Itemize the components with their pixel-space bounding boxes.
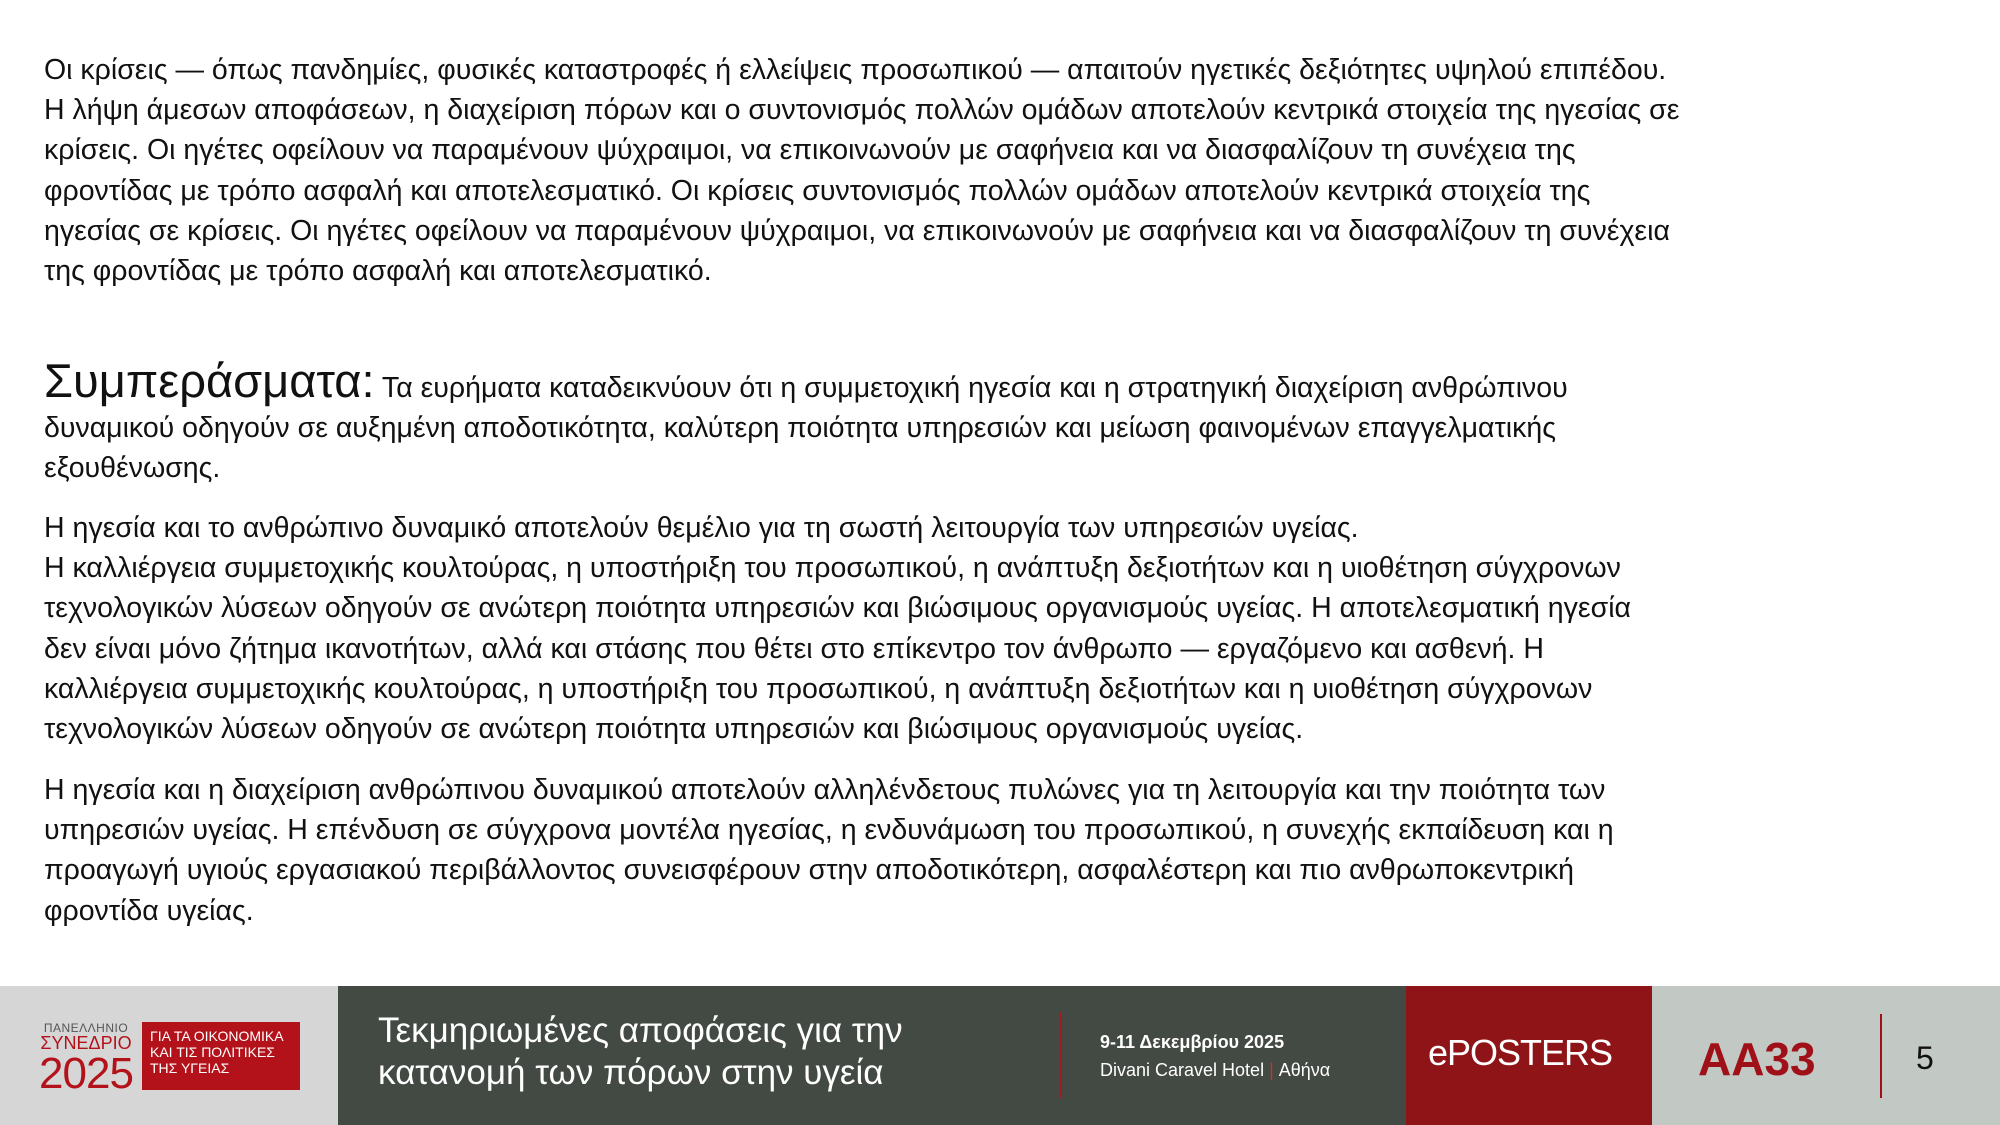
eposters-label: ePOSTERS bbox=[1428, 1032, 1613, 1073]
paragraph-leadership: Η ηγεσία και το ανθρώπινο δυναμικό αποτελούν θεμέλιο για τη σωστή λειτουργία των υπηρεσιών υγείας. Η καλλιέργεια συμμετοχικής κουλτούρας, η υποστήριξη του προσωπικού, η ανάπτυξη δεξιοτήτων και η υιοθέτηση σύγχρονων τεχνολογικών λύσεων οδηγούν σε ανώτερη ποιότητα υπηρεσιών και βιώσιμους οργανισμούς υγείας. Η αποτελεσματική ηγεσία δεν είναι μόνο ζήτημα ικανοτήτων, αλλά και στάσης που θέτει στο επίκεντρο τον άνθρωπο — εργαζόμενο και ασθενή. Η καλλιέργεια συμμετοχικής κουλτούρας, η υποστήριξη του προσωπικού, η ανάπτυξη δεξιοτήτων και η υιοθέτηση σύγχρονων τεχνολογικών λύσεων οδηγούν σε ανώτερη ποιότητα υπηρεσιών και βιώσιμους οργανισμούς υγείας. bbox=[44, 512, 1632, 746]
paragraph-summary: Η ηγεσία και η διαχείριση ανθρώπινου δυναμικού αποτελούν αλληλένδετους πυλώνες για τη λειτουργία και την ποιότητα των υπηρεσιών υγείας. Η επένδυση σε σύγχρονα μοντέλα ηγεσίας, η ενδυνάμωση του προσωπικού, η συνεχής εκπαίδευση και η προαγωγή υγιούς εργασιακού περιβάλλοντος συνεισφέρουν στην αποδοτικότερη, ασφαλέστερη και πιο ανθρωποκεντρική φροντίδα υγείας. bbox=[44, 774, 1614, 927]
page-number: 5 bbox=[1916, 1040, 1934, 1076]
eposters-panel bbox=[1406, 986, 1652, 1125]
paragraph-conclusions bbox=[44, 355, 1944, 489]
conference-date: 9-11 Δεκεμβρίου 2025 bbox=[1100, 1032, 1285, 1052]
logo-box: ΓΙΑ ΤΑ ΟΙΚΟΝΟΜΙΚΑ ΚΑΙ ΤΙΣ ΠΟΛΙΤΙΚΕΣ ΤΗΣ ΥΓΕΙΑΣ bbox=[142, 1022, 300, 1090]
footer-bar bbox=[0, 986, 2000, 1125]
venue-separator: | bbox=[1264, 1060, 1279, 1080]
venue-city: Αθήνα bbox=[1278, 1060, 1331, 1080]
conclusions-text: Τα ευρήματα καταδεικνύουν ότι η συμμετοχική ηγεσία και η στρατηγική διαχείριση ανθρώπινου δυναμικού οδηγούν σε αυξημένη αποδοτικότητα, καλύτερη ποιότητα υπηρεσιών και μείωση φαινομένων επαγγελματικής εξουθένωσης. bbox=[44, 372, 1568, 485]
poster-code: AA33 bbox=[1698, 1033, 1816, 1085]
logo-line1: ΠΑΝΕΛΛΗΝΙΟ bbox=[43, 1021, 129, 1035]
logo-line2: ΣΥΝΕΔΡΙΟ bbox=[40, 1033, 132, 1053]
venue-name: Divani Caravel Hotel bbox=[1100, 1060, 1265, 1080]
footer-title-panel bbox=[338, 986, 1406, 1125]
footer-divider bbox=[1060, 1012, 1062, 1098]
conference-title: Τεκμηριωμένες αποφάσεις για την κατανομή των πόρων στην υγεία bbox=[378, 1011, 903, 1092]
logo-wordmark bbox=[34, 1022, 138, 1096]
paragraph-crises: Οι κρίσεις — όπως πανδημίες, φυσικές καταστροφές ή ελλείψεις προσωπικού — απαιτούν ηγετικές δεξιότητες υψηλού επιπέδου. Η λήψη άμεσων αποφάσεων, η διαχείριση πόρων και ο συντονισμός πολλών ομάδων αποτελούν κεντρικά στοιχεία της ηγεσίας σε κρίσεις. Οι ηγέτες οφείλουν να παραμένουν ψύχραιμοι, να επικοινωνούν με σαφήνεια και να διασφαλίζουν τη συνέχεια της φροντίδας με τρόπο ασφαλή και αποτελεσματικό. Οι κρίσεις συντονισμός πολλών ομάδων αποτελούν κεντρικά στοιχεία της ηγεσίας σε κρίσεις. Οι ηγέτες οφείλουν να παραμένουν ψύχραιμοι, να επικοινωνούν με σαφήνεια και να διασφαλίζουν τη συνέχεια της φροντίδας με τρόπο ασφαλή και αποτελεσματικό. bbox=[44, 54, 1680, 288]
poster-code-panel bbox=[1652, 986, 2000, 1125]
code-divider bbox=[1880, 1014, 1882, 1098]
logo-year: 2025 bbox=[39, 1049, 133, 1098]
conference-logo bbox=[0, 986, 338, 1125]
conference-venue bbox=[1100, 1060, 1330, 1081]
conclusions-heading: Συμπεράσματα: bbox=[44, 354, 375, 407]
